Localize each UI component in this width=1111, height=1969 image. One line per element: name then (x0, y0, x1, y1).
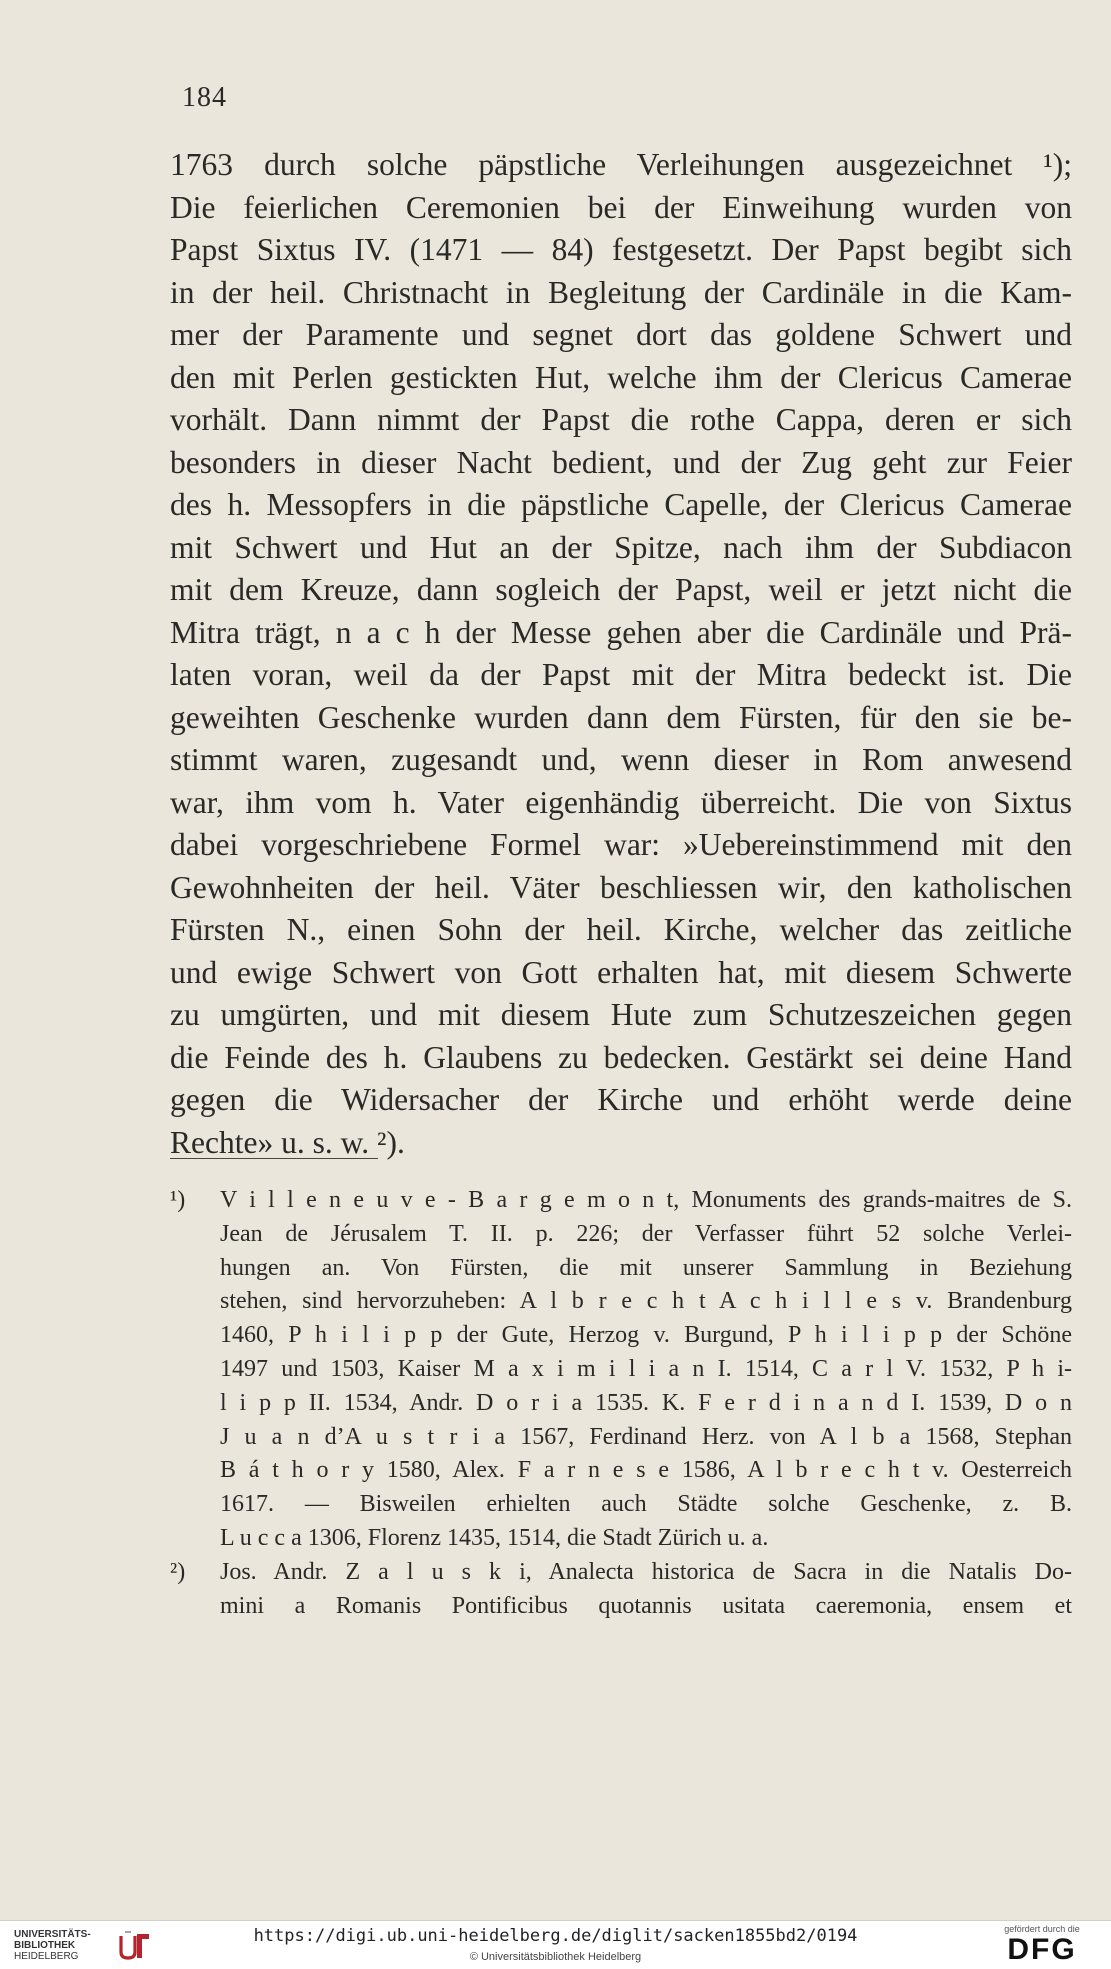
footnote-text: Jos. Andr. Z a l u s k i, Analecta historica de Sacra in die Natalis Do- (220, 1558, 1072, 1585)
text-line: vorhält. Dann nimmt der Papst die rothe Cappa, deren er sich (170, 402, 1072, 437)
text-line: stimmt waren, zugesandt und, wenn dieser in Rom anwesend (170, 742, 1072, 777)
footnote-line: L u c c a 1306, Florenz 1435, 1514, die Stadt Zürich u. a. (220, 1524, 769, 1551)
library-name-line1: UNIVERSITÄTS- (14, 1929, 91, 1940)
text-line: und ewige Schwert von Gott erhalten hat, mit diesem Schwerte (170, 954, 1072, 990)
text-line: in der heil. Christnacht in Begleitung der Cardinäle in die Kam- (170, 274, 1072, 310)
footnote-line: 1617. — Bisweilen erhielten auch Städte solche Geschenke, z. B. (220, 1491, 1072, 1518)
text-line: war, ihm vom h. Vater eigenhändig überreicht. Die von Sixtus (170, 784, 1072, 820)
text-line: besonders in dieser Nacht bedient, und der Zug geht zur Feier (170, 444, 1072, 480)
footnotes (170, 1184, 1072, 1623)
text-line: Papst Sixtus IV. (1471 — 84) festgesetzt. Der Papst begibt sich (170, 232, 1072, 267)
footnote-line: 1460, P h i l i p p der Gute, Herzog v. Burgund, P h i l i p p der Schöne (220, 1322, 1072, 1349)
text-line: gegen die Widersacher der Kirche und erhöht werde deine (170, 1082, 1072, 1117)
text-line: Gewohnheiten der heil. Väter beschliessen wir, den katholischen (170, 869, 1072, 905)
text-line: mer der Paramente und segnet dort das goldene Schwert und (170, 317, 1072, 352)
footnote-line: l i p p II. 1534, Andr. D o r i a 1535. K. F e r d i n a n d I. 1539, D o n (220, 1389, 1072, 1416)
text-line: mit dem Kreuze, dann sogleich der Papst, weil er jetzt nicht die (170, 572, 1072, 607)
page-number: 184 (182, 82, 227, 113)
library-name-line3: HEIDELBERG (14, 1951, 79, 1962)
footnote-marker: ²) (170, 1558, 186, 1585)
footnote-line: 1497 und 1503, Kaiser M a x i m i l i a n I. 1514, C a r l V. 1532, P h i- (220, 1355, 1072, 1382)
text-line: Rechte» u. s. w. ²). (170, 1124, 405, 1160)
footnote-line: J u a n d’A u s t r i a 1567, Ferdinand Herz. von A l b a 1568, Stephan (220, 1423, 1072, 1450)
text-line: dabei vorgeschriebene Formel war: »Uebereinstimmend mit den (170, 827, 1072, 862)
footnote-line: stehen, sind hervorzuheben: A l b r e c h t A c h i l l e s v. Brandenburg (220, 1288, 1072, 1315)
text-line: zu umgürten, und mit diesem Hute zum Schutzeszeichen gegen (170, 997, 1072, 1032)
footnote-text: V i l l e n e u v e - B a r g e m o n t, Monuments des grands-maitres de S. (220, 1187, 1072, 1213)
copyright-notice: © Universitätsbibliothek Heidelberg (469, 1951, 642, 1963)
text-line: geweihten Geschenke wurden dann dem Fürsten, für den sie be- (170, 699, 1072, 735)
text-line: Mitra trägt, n a c h der Messe gehen aber die Cardinäle und Prä- (170, 614, 1072, 650)
text-line: Die feierlichen Ceremonien bei der Einweihung wurden von (170, 189, 1072, 225)
text-line: Fürsten N., einen Sohn der heil. Kirche, welcher das zeitliche (170, 912, 1072, 947)
text-line: den mit Perlen gestickten Hut, welche ihm der Clericus Camerae (170, 359, 1072, 395)
dfg-logo-icon: DFG (1007, 1933, 1077, 1966)
footnote-line: hungen an. Von Fürsten, die mit unserer Sammlung in Beziehung (220, 1254, 1072, 1281)
footnote-line: B á t h o r y 1580, Alex. F a r n e s e 1586, A l b r e c h t v. Oesterreich (220, 1457, 1072, 1484)
viewer-footer (0, 1920, 1111, 1969)
footnote-marker: ¹) (170, 1187, 186, 1213)
footnote-line: mini a Romanis Pontificibus quotannis usitata caeremonia, ensem et (220, 1592, 1072, 1619)
text-line: die Feinde des h. Glaubens zu bedecken. Gestärkt sei deine Hand (170, 1039, 1072, 1075)
main-text (170, 144, 1072, 1164)
footnote-line: Jean de Jérusalem T. II. p. 226; der Verfasser führt 52 solche Verlei- (220, 1220, 1072, 1247)
footnote-separator (170, 1158, 378, 1159)
footnote-line (170, 1184, 1072, 1218)
text-line: des h. Messopfers in die päpstliche Capelle, der Clericus Camerae (170, 487, 1072, 522)
text-line: 1763 durch solche päpstliche Verleihungen ausgezeichnet ¹); (170, 147, 1072, 182)
footnote-line (170, 1556, 1072, 1590)
funder-caption: gefördert durch die (1004, 1924, 1080, 1934)
permalink-url[interactable]: https://digi.ub.uni-heidelberg.de/diglit/sacken1855bd2/0194 (253, 1926, 858, 1946)
text-line: mit Schwert und Hut an der Spitze, nach ihm der Subdiacon (170, 529, 1072, 565)
library-name-line2: BIBLIOTHEK (14, 1940, 76, 1951)
text-line: laten voran, weil da der Papst mit der Mitra bedeckt ist. Die (170, 657, 1072, 692)
funder-logo[interactable] (987, 1924, 1097, 1966)
